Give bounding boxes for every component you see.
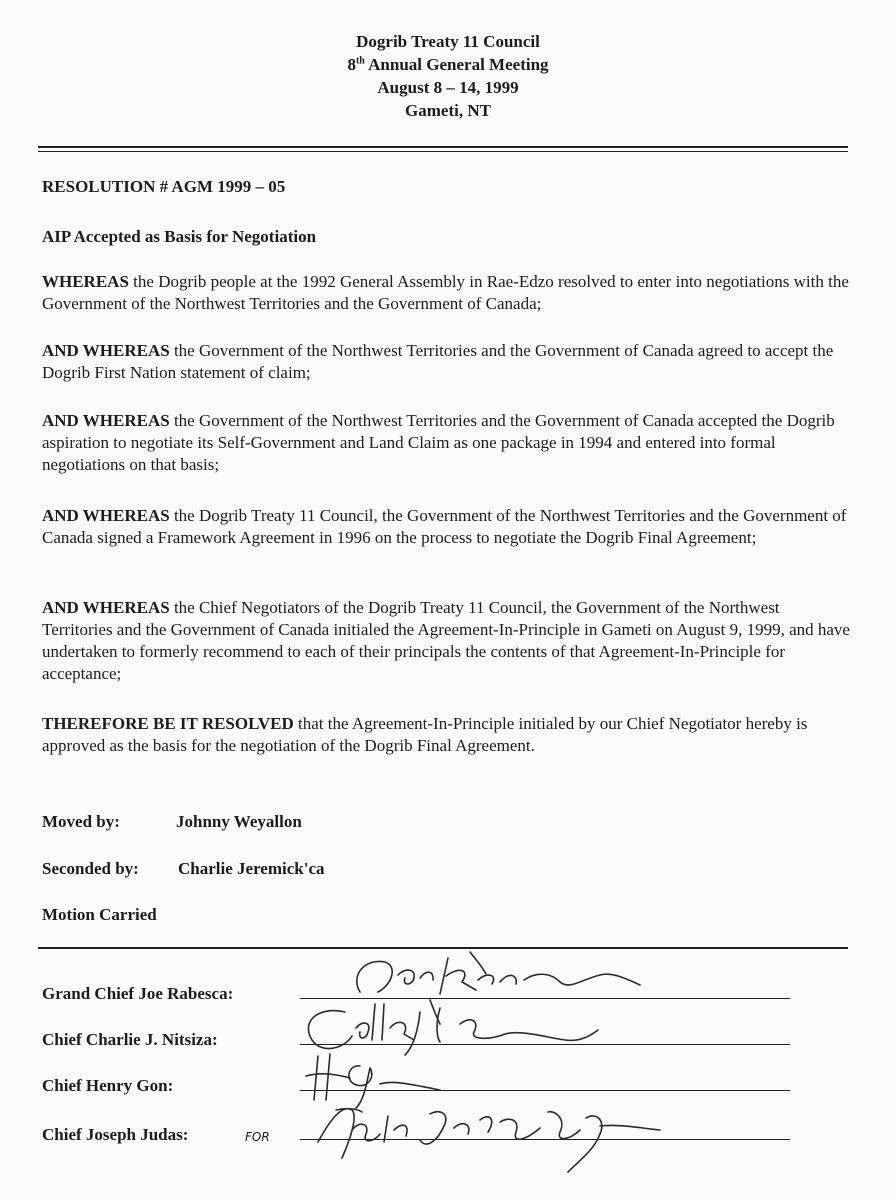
signatory-grand-chief: Grand Chief Joe Rabesca: — [42, 984, 234, 1003]
signature-divider — [38, 947, 848, 949]
signatory-chief-nitsiza: Chief Charlie J. Nitsiza: — [42, 1030, 218, 1049]
council-name: Dogrib Treaty 11 Council — [356, 32, 540, 51]
meeting-name: 8th Annual General Meeting — [347, 55, 549, 74]
meeting-dates: August 8 – 14, 1999 — [377, 78, 519, 97]
header-divider-top — [38, 146, 848, 148]
resolution-number: RESOLUTION # AGM 1999 – 05 — [42, 177, 286, 196]
clause-whereas-1: WHEREAS the Dogrib people at the 1992 General Assembly in Rae-Edzo resolved to enter into negotiations with the Government of the Northwest Territories and the Government of Canada; — [42, 272, 849, 313]
signatory-chief-gon: Chief Henry Gon: — [42, 1076, 174, 1095]
clause-whereas-3: AND WHEREAS the Government of the Northwest Territories and the Government of Canada accepted the Dogrib aspiration to negotiate its Self-Government and Land Claim as one package in 1994 and entered into formal negotiations on that basis; — [42, 411, 835, 474]
clause-whereas-2: AND WHEREAS the Government of the Northwest Territories and the Government of Canada agreed to accept the Dogrib First Nation statement of claim; — [42, 341, 834, 382]
signature-nitsiza — [308, 1000, 598, 1055]
resolution-title: AIP Accepted as Basis for Negotiation — [42, 227, 317, 246]
meeting-location: Gameti, NT — [405, 101, 491, 120]
moved-by-label: Moved by: — [42, 812, 120, 831]
signature-gon — [306, 1054, 440, 1108]
signature-line-2 — [300, 1044, 790, 1045]
clause-resolved: THEREFORE BE IT RESOLVED that the Agreement-In-Principle initialed by our Chief Negotiator hereby is approved as the basis for the negotiation of the Dogrib Final Agreement. — [42, 714, 808, 755]
clause-whereas-5: AND WHEREAS the Chief Negotiators of the Dogrib Treaty 11 Council, the Government of the Northwest Territories and the Government of Canada initialed the Agreement-In-Principle in Gameti on August 9, 1999, and have undertaken to formerly recommend to each of their principals the contents of that Agreement-In-Principle for acceptance; — [42, 598, 850, 683]
for-note: FOR — [245, 1130, 270, 1144]
signature-rabesca — [357, 952, 640, 994]
signatory-chief-judas: Chief Joseph Judas: — [42, 1125, 189, 1144]
moved-by-name: Johnny Weyallon — [176, 812, 302, 831]
seconded-by-label: Seconded by: — [42, 859, 139, 878]
seconded-by-name: Charlie Jeremick'ca — [178, 859, 325, 878]
signature-line-1 — [300, 998, 790, 999]
document-header — [0, 30, 896, 122]
signature-judas — [318, 1109, 660, 1172]
motion-result: Motion Carried — [42, 905, 157, 924]
signature-line-3 — [300, 1090, 790, 1091]
header-divider-bottom — [38, 151, 848, 152]
signature-line-4 — [300, 1139, 790, 1140]
clause-whereas-4: AND WHEREAS the Dogrib Treaty 11 Council, the Government of the Northwest Territories and the Government of Canada signed a Framework Agreement in 1996 on the process to negotiate the Dogrib Final Agreement; — [42, 506, 847, 547]
